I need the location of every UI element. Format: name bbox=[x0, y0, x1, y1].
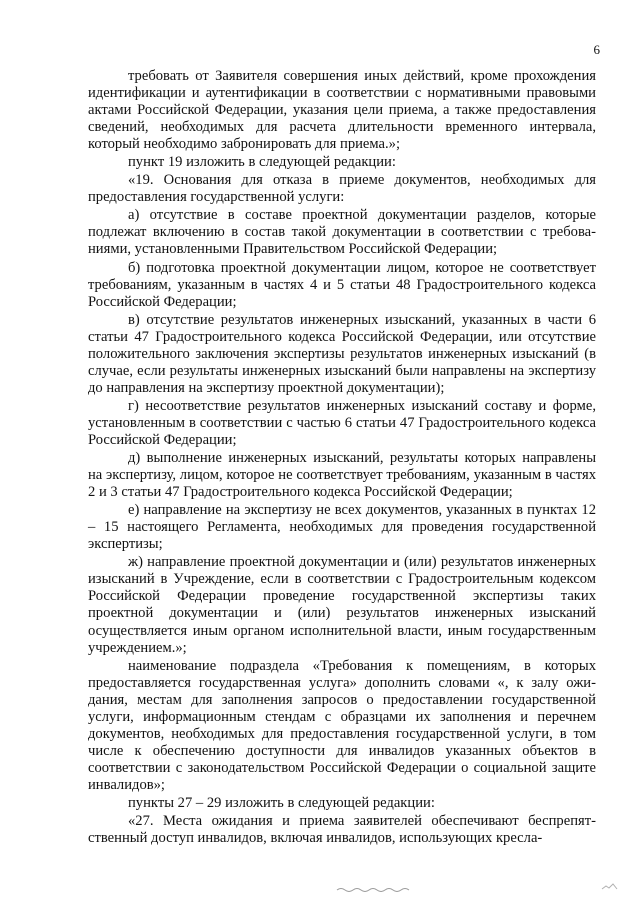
paragraph-item-27: «27. Места ожидания и приема заявителей обеспечивают беспрепятственный доступ инвалидов, включая инвалидов, использующих кресла- bbox=[88, 813, 596, 847]
paragraph-items-27-29-instruction: пункты 27 – 29 изложить в следующей редакции: bbox=[128, 794, 435, 811]
paragraph-item-g: г) несоответствие результатов инженерных изысканий составу и форме, установленным в соответствии с частью 6 статьи 47 Градостроительного кодекса Российской Федерации; bbox=[88, 397, 596, 448]
paragraph-continuation: требовать от Заявителя совершения иных действий, кроме прохождения идентификации и аутентификации в соответствии с нормативными правовыми актами Российской Федерации, указания цели приема, а также предоставления сведений, необходимых для расчета длительности временного интервала, который необходимо забронировать для приема.»; bbox=[88, 68, 596, 153]
paragraph-item-d: д) выполнение инженерных изысканий, результаты которых направлены на экспертизу, лицом, которое не соответствует требованиям, указанным в частях 2 и 3 статьи 47 Градостроительного кодекса Российской Федерации; bbox=[88, 450, 596, 501]
scan-corner-artifact bbox=[600, 882, 622, 892]
paragraph-item-19-heading: «19. Основания для отказа в приеме документов, необходимых для предоставления государственной услуги: bbox=[88, 172, 596, 206]
paragraph-subsection-title-amendment: наименование подраздела «Требования к помещениям, в которых предоставляется государственная услуга» дополнить словами «, к залу ожидания, местам для заполнения запросов о предоставлении государственной услуги, информационным стендам с образцами их заполнения и перечнем документов, необходимых для предоставления государственной услуги, в том числе к обеспечению доступности для инвалидов указанных объектов в соответствии с законодательством Российской Федерации о социальной защите инвалидов»; bbox=[88, 657, 596, 793]
paragraph-item-a: а) отсутствие в составе проектной документации разделов, которые подлежат включению в состав такой документации в соответствии с требованиями, установленными Правительством Российской Федерации; bbox=[88, 207, 596, 258]
paragraph-item-e: е) направление на экспертизу не всех документов, указанных в пунктах 12 – 15 настоящего Регламента, необходимых для проведения государственной экспертизы; bbox=[88, 502, 596, 553]
paragraph-item-zh: ж) направление проектной документации и (или) результатов инженерных изысканий в Учреждение, если в соответствии с Градостроительным кодексом Российской Федерации проведение государственной экспертизы таких проектной документации и (или) результатов инженерных изысканий осуществляется иным органом исполнительной власти, иным государственным учреждением.»; bbox=[88, 554, 596, 656]
document-body bbox=[88, 68, 596, 848]
scan-artifact-mark bbox=[335, 885, 425, 893]
paragraph-item-19-instruction: пункт 19 изложить в следующей редакции: bbox=[128, 154, 396, 171]
paragraph-item-b: б) подготовка проектной документации лицом, которое не соответствует требованиям, указанным в частях 4 и 5 статьи 48 Градостроительного кодекса Российской Федерации; bbox=[88, 259, 596, 310]
page-number: 6 bbox=[593, 42, 600, 57]
paragraph-item-v: в) отсутствие результатов инженерных изысканий, указанных в части 6 статьи 47 Градостроительного кодекса Российской Федерации, или отсутствие положительного заключения экспертизы результатов инженерных изысканий (в случае, если результаты инженерных изысканий были направлены на экспертизу до направления на экспертизу проектной документации); bbox=[88, 311, 596, 396]
